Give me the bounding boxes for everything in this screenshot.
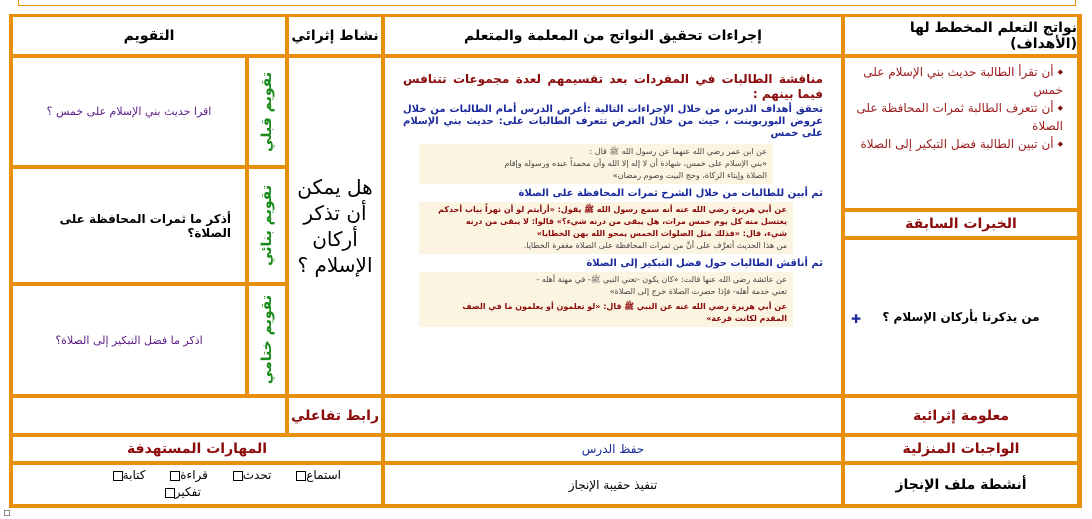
homework-value [385,437,841,461]
file-activities-value-text: تنفيذ حقيبة الإنجاز [568,477,658,492]
hadith-3-line: تعني خدمة أهله- فإذا حضرت الصلاة خرج إلى الصلاة» [609,287,787,296]
enrichment-cell [289,58,381,394]
target-skills-label [13,437,381,461]
enrichment-question: هل يمكن أن تذكر أركان الإسلام ؟ [297,175,373,277]
hadith-1-line: الصلاة وإيتاء الزكاة، وحج البيت وصوم رمضان» [612,171,767,180]
hadith-2-note: من هذا الحديث أتعرَّف على أنَّ من ثمرات المحافظة على الصلاة مغفرة الخطايا. [523,241,787,250]
top-strip [18,0,1076,6]
checkbox-icon [233,471,243,481]
enrichment-info-label-text: معلومة إثرائية [912,407,1010,424]
objective-item: ◆ أن تقرأ الطالبة حديث بني الإسلام على خمس [845,64,1063,98]
checkbox-icon [113,471,123,481]
enrichment-info-label [845,398,1077,433]
procedures-step-3: ثم أناقش الطالبات حول فضل التبكير إلى الصلاة [586,258,823,269]
file-activities-label [845,465,1077,504]
procedures-cell [385,58,841,394]
procedures-intro: مناقشة الطالبات في المفردات بعد تقسيمهم لعدة مجموعات تتنافس فيما بينهم : [403,72,823,101]
enrichment-header [289,17,381,54]
evaluation-label-text: تقويم بنائي [259,185,275,266]
hadith-2-line: عن أبي هريرة رضي الله عنه أنه سمع رسول الله ﷺ يقول: «أرأيتم لو أن نهراً بباب أحدكم [438,205,787,214]
evaluation-label-pre [249,58,285,165]
skill-checkbox[interactable] [162,485,201,499]
prior-experience-question: من يذكرنا بأركان الإسلام ؟ [882,310,1040,324]
hadith-box-1 [419,144,773,184]
prior-experience-title-text: الخبرات السابقة [905,216,1017,232]
objectives-header [845,17,1077,54]
evaluation-label-formative [249,169,285,282]
file-activities-value [385,465,841,504]
evaluation-label-text: تقويم ختامي [259,295,275,385]
homework-value-text: حفظ الدرس [581,442,645,456]
checkbox-icon [296,471,306,481]
evaluation-label-final [249,286,285,394]
procedures-header [385,17,841,54]
objectives-cell [845,58,1077,208]
procedures-step-2: ثم أبين للطالبات من خلال الشرح ثمرات المحافظة على الصلاة [518,188,823,199]
homework-label [845,437,1077,461]
evaluation-question-text: اذكر ما فضل التبكير إلى الصلاة؟ [55,333,203,347]
evaluation-label-text: تقويم قبلي [259,71,275,152]
checkbox-icon [170,471,180,481]
hadith-2-line: شيء، قال: «فذلك مثل الصلوات الخمس يمحو الله بهن الخطايا» [536,229,787,238]
objectives-header-text: نواتج التعلم المخطط لها (الأهداف) [909,19,1077,52]
prior-experience-cell [845,240,1077,394]
hadith-2-line: يغتسل منه كل يوم خمس مرات، هل يبقى من درنه شيء؟» قالوا: لا يبقى من درنه [465,217,787,226]
interactive-link-value[interactable] [13,398,285,433]
procedures-header-text: إجراءات تحقيق النواتج من المعلمة والمتعلم [464,27,762,44]
hadith-3-line: عن عائشة رضي الله عنها قالت: «كان يكون -تعني النبي ﷺ- في مهنة أهله - [536,275,787,284]
evaluation-question-formative [13,169,245,282]
enrichment-info-value [385,398,841,433]
hadith-box-2 [419,202,793,254]
skill-label: استماع [306,468,341,482]
hadith-1-line: «بني الإسلام على خمس، شهادة أن لا إله إلا الله وأن محمداً عبده ورسوله وإقام [504,159,767,168]
hadith-1-line: عن ابن عمر رضي الله عنهما عن رسول الله ﷺ قال : [589,147,767,156]
hadith-box-3 [419,272,793,327]
hadith-4-line: المقدم لكانت قرعة» [706,314,787,323]
prior-experience-title [845,212,1077,236]
evaluation-question-text: أذكر ما ثمرات المحافظة على الصلاة؟ [59,211,231,240]
skill-label: كتابة [122,468,146,482]
enrichment-header-text: نشاط إثرائي [291,27,379,44]
skills-checklist [13,465,381,504]
file-activities-label-text: أنشطة ملف الإنجاز [895,476,1027,493]
skill-label: تفكير [174,485,201,499]
cross-marker-icon: ✚ [851,312,862,326]
skill-checkbox[interactable] [167,468,208,482]
skill-label: تحدث [242,468,272,482]
skill-checkbox[interactable] [110,468,146,482]
corner-handle [4,510,10,516]
lesson-plan-table [9,14,1082,508]
skill-checkbox[interactable] [230,468,272,482]
evaluation-question-final [13,286,245,394]
checkbox-icon [165,488,175,498]
evaluation-question-text: اقرا حديث بني الإسلام على خمس ؟ [46,105,212,118]
skill-checkbox[interactable] [293,468,341,482]
interactive-link-label-text: رابط تفاعلي [291,407,380,424]
evaluation-header-text: التقويم [123,27,175,44]
objective-item: ◆ أن تبين الطالبة فضل التبكير إلى الصلاة [845,136,1063,154]
hadith-4-line: عن أبي هريرة رضي الله عنه عن النبي ﷺ قال: «لو تعلمون أو يعلمون ما في الصف [462,302,787,311]
evaluation-question-pre [13,58,245,165]
skill-label: قراءة [180,468,208,482]
interactive-link-label [289,398,381,433]
target-skills-label-text: المهارات المستهدفة [126,441,268,457]
procedures-step-1: تحقق أهداف الدرس من خلال الإجراءات التالية :أعرض الدرس أمام الطالبات من خلال عروض البوربوينت ، حيث من خلال العرض تتعرف الطالبات على: حديث بني الإسلام على خمس [403,104,823,139]
homework-label-text: الواجبات المنزلية [902,441,1020,457]
objective-item: ◆ أن تتعرف الطالبة ثمرات المحافظة على الصلاة [845,100,1063,134]
evaluation-header [13,17,285,54]
